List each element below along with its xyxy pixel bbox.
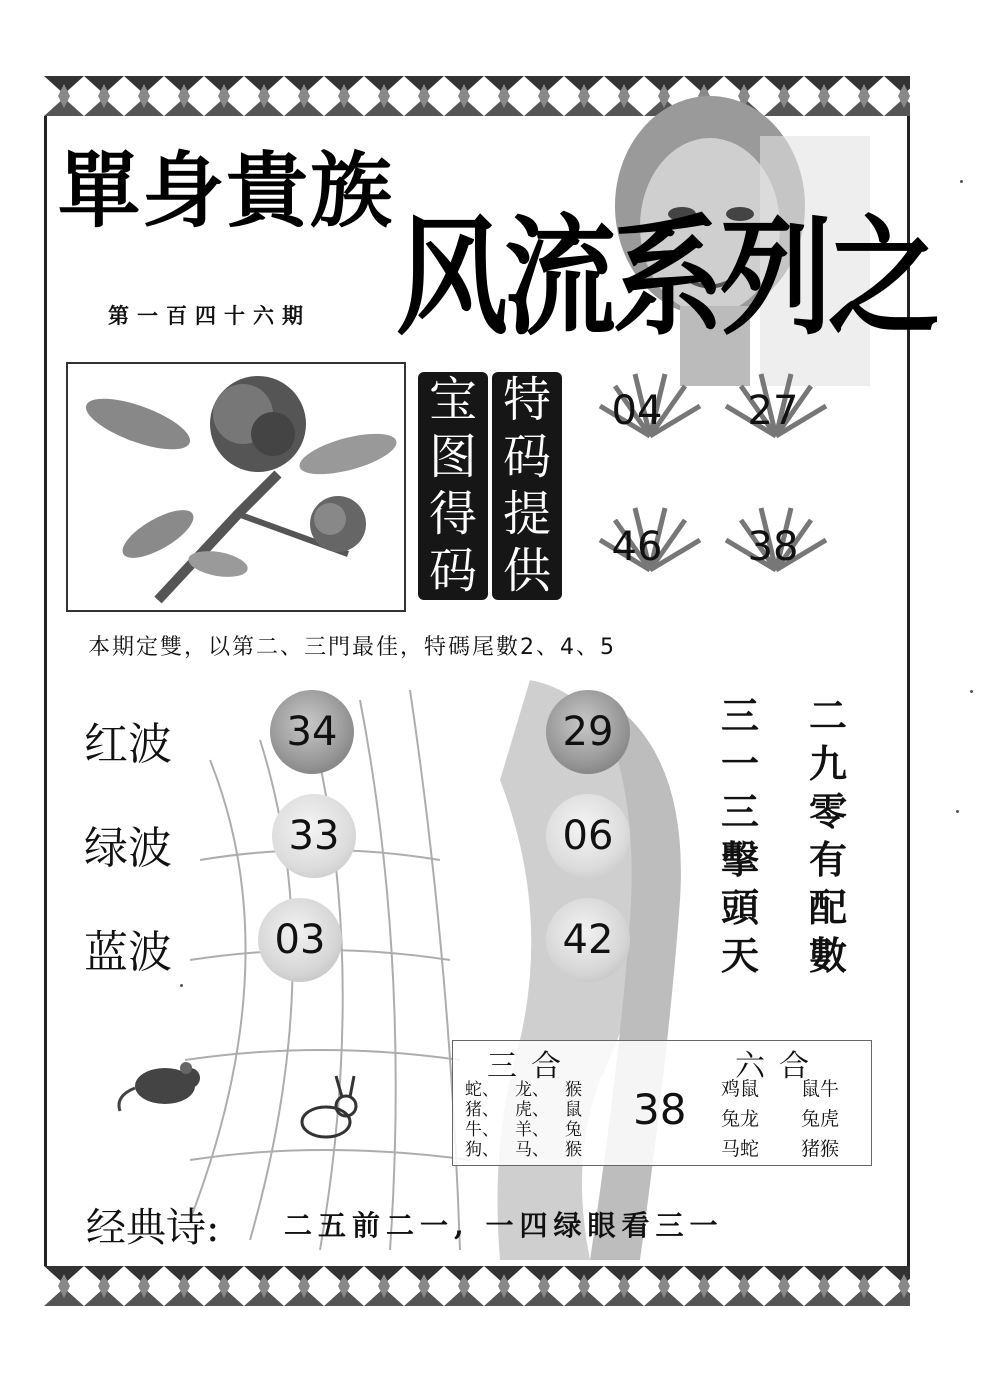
side-text-column-1 [718, 692, 762, 980]
zodiac-pair: 猪猴 [801, 1138, 840, 1160]
zodiac-panel [452, 1040, 872, 1166]
side-char: 天 [720, 933, 759, 978]
zodiac-pair: 兔虎 [801, 1108, 840, 1130]
label-char: 图 [428, 429, 477, 485]
hint-text: 本期定雙，以第二、三門最佳，特碼尾數2、4、5 [88, 635, 616, 660]
special-number: 46 [611, 524, 663, 570]
side-char: 二 [808, 693, 847, 738]
rabbit-icon [296, 1072, 366, 1142]
label-char: 码 [428, 543, 477, 599]
label-char: 码 [502, 429, 551, 485]
label-char: 特 [502, 372, 551, 428]
red-wave-ball: 34 [270, 690, 354, 774]
zodiac-pair: 兔龙 [721, 1108, 760, 1130]
label-special-code [492, 372, 562, 600]
zodiac-cell: 马、 [515, 1140, 549, 1160]
special-number: 38 [747, 524, 799, 570]
poem-text: 二五前二一, 一四绿眼看三一 [284, 1209, 724, 1242]
wave-label-green: 绿波 [84, 823, 172, 874]
zodiac-cell: 虎、 [515, 1100, 549, 1120]
side-char: 擊 [720, 837, 759, 882]
side-char: 頭 [720, 885, 759, 930]
label-char: 提 [502, 486, 551, 542]
zodiac-cell: 猴 [565, 1080, 582, 1100]
side-text-column-2 [806, 692, 850, 980]
side-char: 三 [720, 789, 759, 834]
zodiac-number: 38 [633, 1085, 687, 1134]
zodiac-cell: 龙、 [515, 1080, 549, 1100]
special-number: 04 [611, 388, 663, 434]
side-char: 九 [808, 741, 847, 786]
side-char: 配 [808, 885, 847, 930]
side-char: 有 [808, 837, 847, 882]
side-char: 數 [808, 933, 847, 978]
scan-speck [956, 810, 959, 813]
scan-speck [960, 180, 963, 183]
zodiac-cell: 羊、 [515, 1120, 549, 1140]
label-char: 供 [502, 543, 551, 599]
issue-number: 第一百四十六期 [108, 303, 311, 328]
zodiac-cell: 蛇、 [465, 1080, 499, 1100]
zodiac-cell: 鼠 [565, 1100, 582, 1120]
green-wave-ball: 33 [272, 794, 356, 878]
wave-label-blue: 蓝波 [84, 927, 172, 978]
zodiac-pair: 鼠牛 [801, 1078, 840, 1100]
zodiac-pair: 鸡鼠 [721, 1078, 760, 1100]
side-char: 零 [808, 789, 847, 834]
scan-speck [180, 984, 183, 987]
wave-label-red: 红波 [84, 719, 172, 770]
blue-wave-ball: 42 [546, 898, 630, 982]
poem-label: 经典诗: [86, 1205, 220, 1251]
side-char: 一 [720, 741, 759, 786]
flower-illustration-box [66, 362, 406, 612]
masthead-title: 單身貴族 [58, 143, 395, 239]
zodiac-pair: 马蛇 [721, 1138, 760, 1160]
blue-wave-ball: 03 [258, 898, 342, 982]
zodiac-cell: 兔 [565, 1120, 582, 1140]
scan-speck [970, 690, 973, 693]
zodiac-cell: 猴 [565, 1140, 582, 1160]
series-title: 风流系列之 [396, 203, 936, 354]
zodiac-right-grid [721, 1077, 881, 1161]
zodiac-cell: 猪、 [465, 1100, 499, 1120]
special-number: 27 [747, 388, 799, 434]
legs-background-image [170, 660, 730, 1260]
label-treasure-map [418, 372, 488, 600]
zodiac-cell: 牛、 [465, 1120, 499, 1140]
green-wave-ball: 06 [546, 794, 630, 878]
label-char: 宝 [428, 372, 477, 428]
zodiac-heading-left: 三合 [487, 1049, 575, 1084]
red-wave-ball: 29 [546, 690, 630, 774]
mouse-icon [110, 1056, 210, 1116]
zodiac-left-grid [465, 1081, 615, 1160]
bottom-ornament-border [44, 1266, 910, 1306]
rose-illustration [68, 364, 404, 610]
side-char: 三 [720, 693, 759, 738]
zodiac-heading-right: 六合 [735, 1049, 823, 1084]
label-char: 得 [428, 486, 477, 542]
zodiac-cell: 狗、 [465, 1140, 499, 1160]
